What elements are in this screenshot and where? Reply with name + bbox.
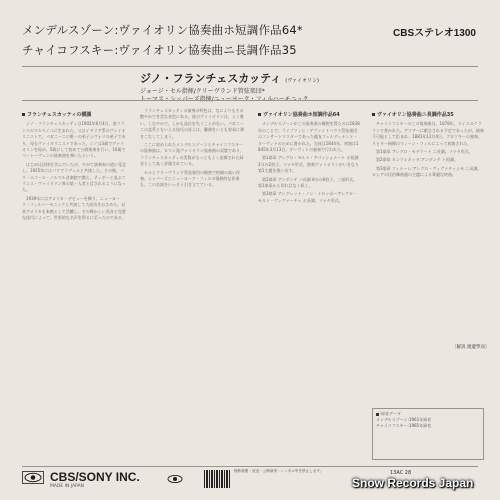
header-divider-bottom (22, 100, 478, 101)
watermark: Snow Records Japan (352, 476, 474, 490)
col4-paragraph: 第2楽章 カンツォネッタ:アンダンテ ト短調。 (376, 157, 458, 163)
made-in-japan: MADE IN JAPAN (50, 484, 85, 489)
col2-paragraph: フランチェスカッティの演奏の特色は、なによりもその艶やかで甘美な音色にある。彼のヴァイオリンは、よく歌い、しなやかで、しかも品位を失うことがない。パガニーニの直系ともいえる技巧の冴えは、難曲をいとも容易に弾きこなしてしまう。 (140, 108, 244, 139)
col1-paragraph: ジノ・フランチェスカッティは1902年8月4日、南フランスのマルセイユに生まれた。父はイタリア系のヴァイオリニストで、パガニーニの唯一の弟子シヴォリの弟子であり、母もヴァイオリニストであった。ジノは3歳でヴァイオリンを始め、5歳にして初めて公開演奏を行い、10歳でベートーヴェンの協奏曲を弾いたという。 (22, 121, 126, 159)
bullet-icon (376, 413, 379, 416)
col3-paragraph: メンデルスゾーンがこの協奏曲の構想を得たのは1838年のことで、ライプツィヒ・ゲヴァントハウス管弦楽団のコンサートマスターであった親友フェルディナント・ダーヴィトのために書かれた。完成は1844年、初演は1845年3月13日、ダーヴィトの独奏で行われた。 (258, 121, 360, 153)
col3-paragraph: 第2楽章 アンダンテ ハ長調 8分の6拍子。三部形式。第1楽章から切れ目なく続く。 (258, 176, 358, 189)
recording-data-line: チャイコフスキー:1965年録音 (376, 423, 432, 428)
notes-column-4 (372, 108, 484, 338)
footer-divider (22, 466, 478, 467)
performer-name (140, 70, 319, 86)
notes-column-1 (22, 108, 126, 460)
performer-name-text: ジノ・フランチェスカッティ (140, 72, 282, 85)
title-line-2: チャイコフスキー:ヴァイオリン協奏曲ニ長調作品35 (22, 43, 297, 57)
col3-paragraph: 第3楽章 アレグレット・ノン・トロッポ〜アレグロ・モルト・ヴィヴァーチェ ホ長調。ソナタ形式。 (258, 191, 358, 203)
col4-paragraph: チャイコフスキーのこの協奏曲は、1878年、スイスのクラランで書かれた。アウアーに献呈される予定であったが、演奏不可能として拒まれ、1881年12月4日、ブロツキーの独奏、リヒター指揮のウィーン・フィルによって初演された。 (372, 121, 484, 146)
company-name: CBS/SONY INC. (50, 470, 140, 484)
col1-heading (22, 112, 126, 118)
bullet-icon (22, 113, 25, 116)
col2-paragraph: セルとクリーヴランド管弦楽団の緻密で格調の高い伴奏、シッパーズとニューヨーク・フィルの情熱的な伴奏も、この名演をいっそう引き立てている。 (140, 169, 240, 188)
footer-fine-print: 無断複製・放送・公開演奏・レンタル等を禁止します。 (234, 469, 324, 473)
recording-data-box (372, 408, 484, 460)
notes-signature: 〔解説 渡邊學而〕 (452, 345, 490, 350)
cbs-eye-logo-icon (22, 471, 44, 484)
bullet-icon (258, 113, 261, 116)
col1-heading-text: フランチェスカッティの横顔 (27, 112, 92, 118)
col3-heading-text: ヴァイオリン協奏曲ホ短調作品64 (263, 112, 340, 118)
cbs-stereo-logo: CBSステレオ1300 (393, 28, 476, 39)
col1-paragraph: 1939年にはアメリカ・デビューを飾り、ニューヨーク・フィルハーモニックと共演して大成功をおさめた。以来アメリカを本拠として活躍し、その輝かしい美音と完璧な技巧によって、世界的な名声を得るに至ったのである。 (22, 195, 126, 221)
notes-column-3 (258, 108, 360, 460)
col2-paragraph: ここに収められたメンデルスゾーンとチャイコフスキーの協奏曲は、ロマン派ヴァイオリン協奏曲の双璧であり、フランチェスカッティの美質がもっともよく発揮された録音として高く評価されている。 (140, 142, 244, 167)
recording-data-line: メンデルスゾーン:1961年録音 (376, 417, 432, 422)
cbs-eye-small-icon (167, 474, 183, 484)
col4-paragraph: 第1楽章 アレグロ・モデラート ニ長調。ソナタ形式。 (376, 149, 473, 155)
col3-paragraph: 第1楽章 アレグロ・モルト・アパッショナート ホ短調 2分の2拍子。ソナタ形式。独奏ヴァイオリンがいきなり第1主題を歌い出す。 (258, 155, 359, 174)
col3-heading (258, 112, 360, 118)
col4-paragraph: 第3楽章 フィナーレ:アレグロ・ヴィヴァチッシモ ニ長調。ロシアの民俗舞曲風の主題による華麗な終曲。 (372, 165, 482, 178)
notes-column-2 (140, 108, 244, 460)
performer-role: (ヴァイオリン) (285, 78, 319, 84)
barcode-mark-icon (204, 470, 230, 488)
catalog-number: 13AC 28 (390, 470, 412, 476)
col4-heading-text: ヴァイオリン協奏曲ニ長調作品35 (377, 112, 454, 118)
recording-data-heading-text: 録音データ (381, 411, 401, 416)
credit-line-2 (140, 94, 308, 103)
title-line-1: メンデルスゾーン:ヴァイオリン協奏曲ホ短調作品64* (22, 23, 303, 37)
bullet-icon (372, 113, 375, 116)
col4-heading (372, 112, 484, 118)
col1-paragraph: はじめは法律を学んでいたが、やがて演奏家の道に専念し、1925年にはパリでラヴェルと共演した。その後、パリ・エコール・ノルマル音楽院で教え、ティボーと並ぶフランス・ヴァイオリン界の第一人者と目されるようになった。 (22, 161, 126, 193)
credit-line-1: ジョージ・セル指揮/クリーヴランド管弦楽団* (140, 88, 265, 95)
header-divider-top (22, 66, 478, 67)
